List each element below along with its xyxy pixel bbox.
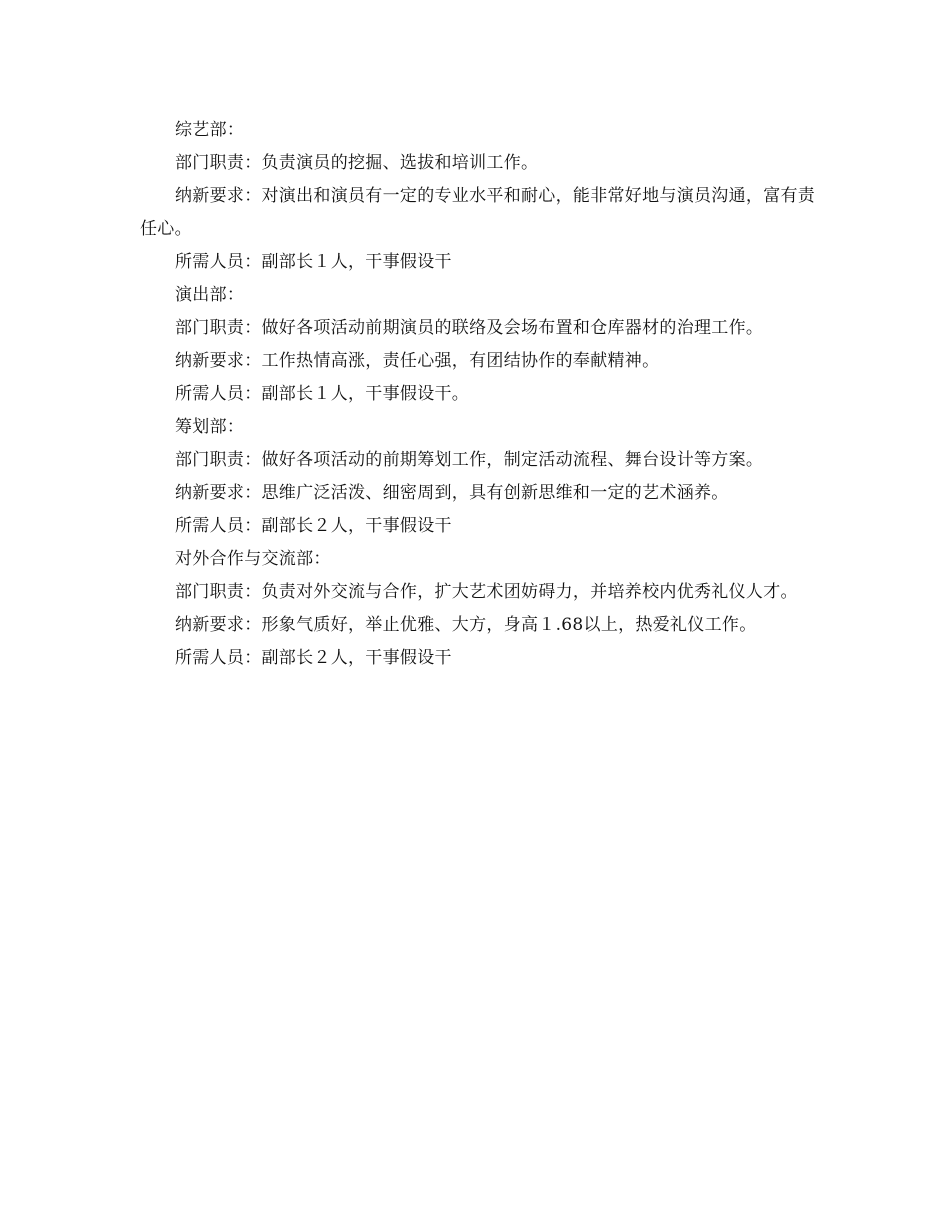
dept-requirement-variety: 纳新要求：对演出和演员有一定的专业水平和耐心，能非常好地与演员沟通，富有责任心。 (140, 186, 816, 239)
dept-duty-external: 部门职责：负责对外交流与合作，扩大艺术团妨碍力，并培养校内优秀礼仪人才。 (175, 582, 798, 602)
document-body (140, 114, 820, 675)
dept-heading-planning: 筹划部： (175, 417, 245, 437)
dept-staffing-planning: 所需人员：副部长２人，干事假设干 (175, 516, 452, 536)
dept-heading-performance: 演出部： (175, 285, 245, 305)
dept-staffing-external: 所需人员：副部长２人，干事假设干 (175, 648, 452, 668)
dept-requirement-performance: 纳新要求：工作热情高涨，责任心强，有团结协作的奉献精神。 (175, 351, 660, 371)
dept-requirement-planning: 纳新要求：思维广泛活泼、细密周到，具有创新思维和一定的艺术涵养。 (175, 483, 729, 503)
dept-requirement-external: 纳新要求：形象气质好，举止优雅、大方，身高１.68以上，热爱礼仪工作。 (175, 615, 757, 635)
dept-heading-external: 对外合作与交流部： (175, 549, 331, 569)
dept-duty-variety: 部门职责：负责演员的挖掘、选拔和培训工作。 (175, 153, 539, 173)
dept-staffing-performance: 所需人员：副部长１人，干事假设干。 (175, 384, 470, 404)
dept-duty-performance: 部门职责：做好各项活动前期演员的联络及会场布置和仓库器材的治理工作。 (175, 318, 764, 338)
dept-duty-planning: 部门职责：做好各项活动的前期筹划工作，制定活动流程、舞台设计等方案。 (175, 450, 764, 470)
dept-heading-variety: 综艺部： (175, 120, 245, 140)
dept-staffing-variety: 所需人员：副部长１人，干事假设干 (175, 252, 452, 272)
